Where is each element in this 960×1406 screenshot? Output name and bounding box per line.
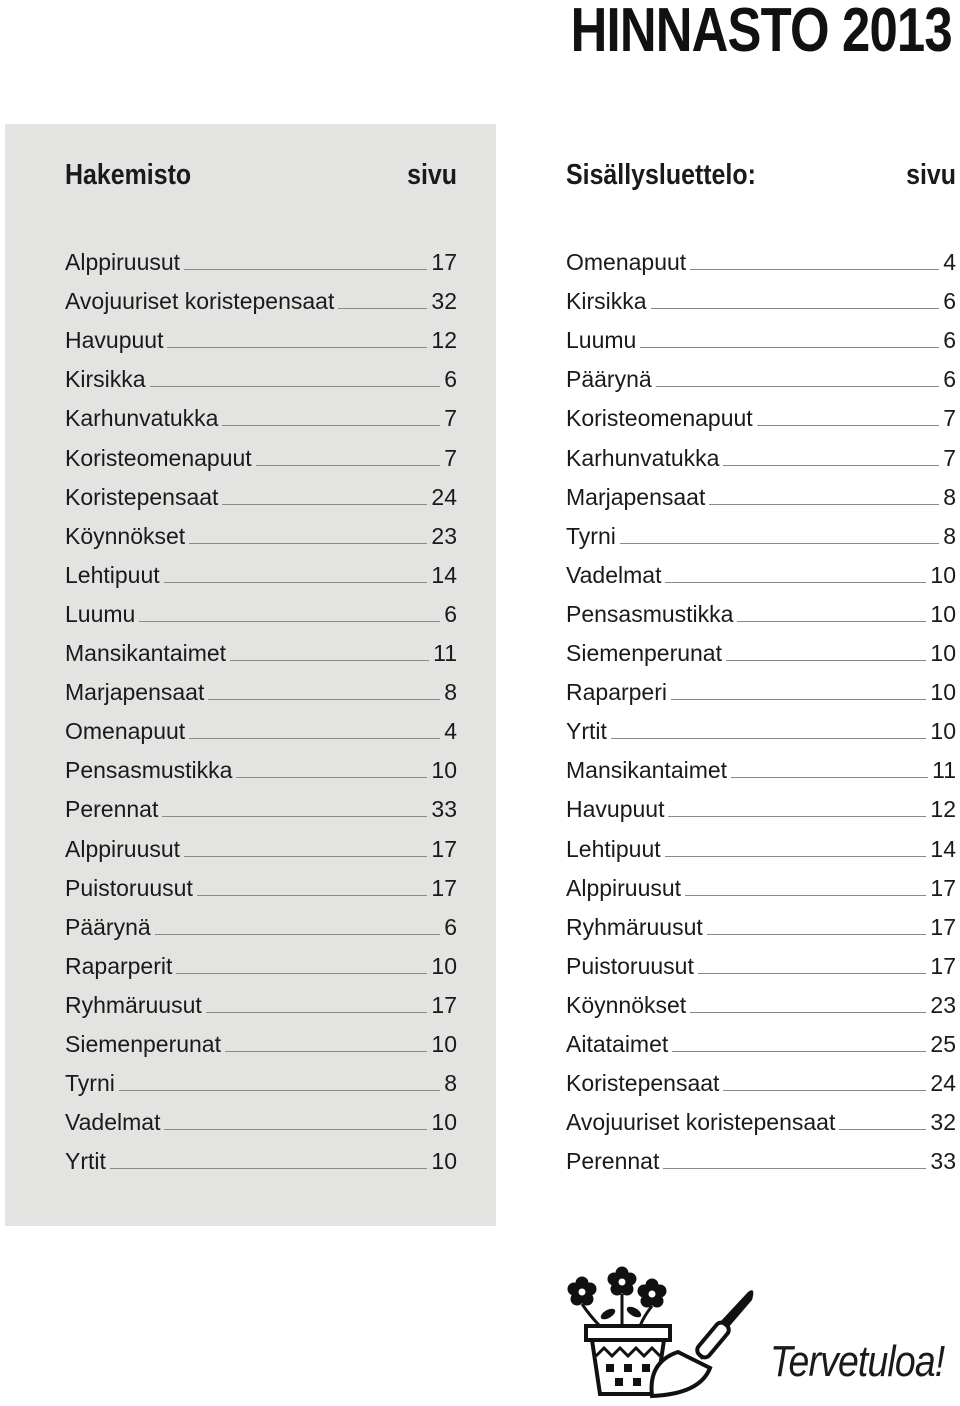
item-name: Köynnökset bbox=[65, 522, 186, 549]
item-name: Avojuuriset koristepensaat bbox=[566, 1109, 836, 1136]
list-item bbox=[65, 783, 457, 822]
item-name: Omenapuut bbox=[65, 718, 186, 745]
leader-line bbox=[184, 856, 427, 857]
list-item bbox=[566, 314, 956, 353]
leader-line bbox=[176, 973, 427, 974]
item-page-number: 6 bbox=[943, 288, 956, 315]
leader-line bbox=[139, 621, 440, 622]
item-page-number: 8 bbox=[444, 1070, 457, 1097]
leader-line bbox=[164, 582, 428, 583]
list-item bbox=[566, 392, 956, 431]
list-item bbox=[65, 236, 457, 275]
item-name: Lehtipuut bbox=[566, 835, 661, 862]
flower-icon bbox=[638, 1279, 666, 1307]
item-name: Siemenperunat bbox=[566, 640, 722, 667]
item-page-number: 7 bbox=[444, 405, 457, 432]
item-name: Karhunvatukka bbox=[65, 405, 219, 432]
flower-icon bbox=[568, 1277, 596, 1305]
item-page-number: 6 bbox=[444, 366, 457, 393]
list-item bbox=[65, 275, 457, 314]
item-name: Köynnökset bbox=[566, 991, 687, 1018]
item-page-number: 4 bbox=[943, 249, 956, 276]
item-page-number: 12 bbox=[930, 796, 956, 823]
item-page-number: 10 bbox=[431, 1030, 457, 1057]
leader-line bbox=[162, 816, 427, 817]
list-item bbox=[566, 1057, 956, 1096]
item-page-number: 6 bbox=[943, 327, 956, 354]
contents-list bbox=[566, 236, 956, 1174]
list-item bbox=[65, 1135, 457, 1174]
leader-line bbox=[167, 347, 427, 348]
item-name: Havupuut bbox=[566, 796, 665, 823]
leader-line bbox=[184, 269, 427, 270]
leader-line bbox=[656, 386, 940, 387]
leader-line bbox=[110, 1168, 428, 1169]
list-item bbox=[65, 510, 457, 549]
item-page-number: 32 bbox=[930, 1109, 956, 1136]
leader-line bbox=[737, 621, 926, 622]
item-name: Yrtit bbox=[566, 718, 607, 745]
item-page-number: 23 bbox=[930, 991, 956, 1018]
list-item bbox=[65, 940, 457, 979]
list-item bbox=[566, 471, 956, 510]
list-item bbox=[566, 1135, 956, 1174]
item-name: Koristepensaat bbox=[566, 1070, 720, 1097]
item-name: Päärynä bbox=[65, 913, 151, 940]
item-name: Puistoruusut bbox=[65, 874, 193, 901]
contents-header bbox=[566, 157, 956, 193]
list-item bbox=[65, 666, 457, 705]
item-page-number: 14 bbox=[930, 835, 956, 862]
item-name: Siemenperunat bbox=[65, 1030, 221, 1057]
item-page-number: 10 bbox=[930, 640, 956, 667]
leader-line bbox=[225, 1051, 427, 1052]
item-page-number: 10 bbox=[930, 718, 956, 745]
item-page-number: 24 bbox=[930, 1070, 956, 1097]
list-item bbox=[566, 236, 956, 275]
leader-line bbox=[671, 699, 926, 700]
item-page-number: 24 bbox=[431, 483, 457, 510]
list-item bbox=[566, 744, 956, 783]
item-page-number: 6 bbox=[943, 366, 956, 393]
item-name: Luumu bbox=[566, 327, 637, 354]
item-name: Alppiruusut bbox=[65, 249, 181, 276]
item-page-number: 25 bbox=[930, 1030, 956, 1057]
list-item bbox=[566, 1096, 956, 1135]
item-name: Marjapensaat bbox=[566, 483, 706, 510]
list-item bbox=[566, 979, 956, 1018]
item-name: Puistoruusut bbox=[566, 952, 694, 979]
item-page-number: 10 bbox=[930, 561, 956, 588]
leader-line bbox=[690, 269, 939, 270]
item-name: Raparperi bbox=[566, 679, 667, 706]
leader-line bbox=[620, 543, 939, 544]
list-item bbox=[566, 666, 956, 705]
item-page-number: 11 bbox=[932, 757, 956, 784]
leader-line bbox=[236, 777, 427, 778]
leader-line bbox=[707, 934, 927, 935]
item-name: Tyrni bbox=[65, 1070, 115, 1097]
item-page-number: 10 bbox=[930, 600, 956, 627]
list-item bbox=[65, 705, 457, 744]
flower-icon bbox=[608, 1267, 636, 1295]
leader-line bbox=[197, 895, 428, 896]
leader-line bbox=[668, 816, 926, 817]
item-page-number: 10 bbox=[431, 1109, 457, 1136]
item-page-number: 17 bbox=[431, 835, 457, 862]
list-item bbox=[65, 314, 457, 353]
list-item bbox=[65, 392, 457, 431]
item-page-number: 17 bbox=[431, 991, 457, 1018]
item-page-number: 8 bbox=[444, 679, 457, 706]
item-name: Kirsikka bbox=[65, 366, 146, 393]
item-page-number: 7 bbox=[444, 444, 457, 471]
leader-line bbox=[230, 660, 429, 661]
item-page-number: 32 bbox=[431, 288, 457, 315]
item-name: Vadelmat bbox=[566, 561, 662, 588]
item-page-number: 10 bbox=[431, 952, 457, 979]
leader-line bbox=[651, 308, 940, 309]
list-item bbox=[566, 940, 956, 979]
leader-line bbox=[685, 895, 926, 896]
item-name: Koristeomenapuut bbox=[65, 444, 252, 471]
trowel-icon bbox=[652, 1290, 754, 1396]
leader-line bbox=[757, 425, 940, 426]
leader-line bbox=[150, 386, 441, 387]
item-name: Koristeomenapuut bbox=[566, 405, 753, 432]
item-name: Luumu bbox=[65, 600, 136, 627]
item-name: Avojuuriset koristepensaat bbox=[65, 288, 335, 315]
index-header bbox=[65, 157, 457, 193]
leader-line bbox=[665, 582, 926, 583]
item-name: Marjapensaat bbox=[65, 679, 205, 706]
item-page-number: 17 bbox=[431, 874, 457, 901]
contents-heading: Sisällysluettelo: bbox=[566, 159, 756, 191]
item-name: Aitataimet bbox=[566, 1030, 669, 1057]
leader-line bbox=[726, 660, 926, 661]
item-page-number: 8 bbox=[943, 522, 956, 549]
leader-line bbox=[839, 1129, 926, 1130]
item-page-number: 33 bbox=[431, 796, 457, 823]
item-page-number: 33 bbox=[930, 1148, 956, 1175]
list-item bbox=[65, 549, 457, 588]
item-page-number: 17 bbox=[431, 249, 457, 276]
contents-page-heading: sivu bbox=[906, 159, 956, 191]
item-name: Mansikantaimet bbox=[566, 757, 728, 784]
list-item bbox=[65, 471, 457, 510]
list-item bbox=[566, 431, 956, 470]
item-name: Pensasmustikka bbox=[65, 757, 233, 784]
item-page-number: 6 bbox=[444, 600, 457, 627]
leader-line bbox=[208, 699, 440, 700]
page-title: HINNASTO 2013 bbox=[570, 0, 952, 65]
list-item bbox=[566, 588, 956, 627]
item-name: Alppiruusut bbox=[65, 835, 181, 862]
item-name: Tyrni bbox=[566, 522, 616, 549]
leader-line bbox=[189, 543, 427, 544]
list-item bbox=[65, 1096, 457, 1135]
leader-line bbox=[723, 1090, 926, 1091]
list-item bbox=[566, 705, 956, 744]
item-page-number: 23 bbox=[431, 522, 457, 549]
item-name: Päärynä bbox=[566, 366, 652, 393]
list-item bbox=[65, 353, 457, 392]
leader-line bbox=[665, 856, 927, 857]
list-item bbox=[65, 822, 457, 861]
item-page-number: 10 bbox=[930, 679, 956, 706]
leader-line bbox=[723, 465, 939, 466]
item-name: Omenapuut bbox=[566, 249, 687, 276]
leader-line bbox=[640, 347, 939, 348]
item-name: Yrtit bbox=[65, 1148, 106, 1175]
leader-line bbox=[698, 973, 927, 974]
list-item bbox=[566, 549, 956, 588]
item-name: Havupuut bbox=[65, 327, 164, 354]
item-name: Mansikantaimet bbox=[65, 640, 227, 667]
leader-line bbox=[155, 934, 441, 935]
list-item bbox=[566, 783, 956, 822]
item-page-number: 7 bbox=[943, 405, 956, 432]
item-name: Ryhmäruusut bbox=[566, 913, 703, 940]
leader-line bbox=[119, 1090, 440, 1091]
item-name: Vadelmat bbox=[65, 1109, 161, 1136]
item-page-number: 10 bbox=[431, 1148, 457, 1175]
list-item bbox=[566, 901, 956, 940]
item-page-number: 11 bbox=[433, 640, 457, 667]
list-item bbox=[65, 901, 457, 940]
item-name: Raparperit bbox=[65, 952, 173, 979]
list-item bbox=[566, 510, 956, 549]
leader-line bbox=[709, 504, 939, 505]
welcome-text: Tervetuloa! bbox=[770, 1337, 945, 1386]
leader-line bbox=[731, 777, 928, 778]
list-item bbox=[566, 627, 956, 666]
leader-line bbox=[672, 1051, 926, 1052]
leader-line bbox=[256, 465, 441, 466]
leader-line bbox=[663, 1168, 926, 1169]
list-item bbox=[566, 275, 956, 314]
item-name: Ryhmäruusut bbox=[65, 991, 202, 1018]
item-page-number: 10 bbox=[431, 757, 457, 784]
item-name: Kirsikka bbox=[566, 288, 647, 315]
list-item bbox=[65, 744, 457, 783]
item-page-number: 14 bbox=[431, 561, 457, 588]
list-item bbox=[65, 862, 457, 901]
list-item bbox=[65, 1057, 457, 1096]
item-name: Karhunvatukka bbox=[566, 444, 720, 471]
index-page-heading: sivu bbox=[407, 159, 457, 191]
list-item bbox=[566, 1018, 956, 1057]
item-page-number: 17 bbox=[930, 952, 956, 979]
list-item bbox=[566, 353, 956, 392]
item-page-number: 4 bbox=[444, 718, 457, 745]
list-item bbox=[566, 862, 956, 901]
item-page-number: 6 bbox=[444, 913, 457, 940]
leader-line bbox=[338, 308, 427, 309]
leader-line bbox=[611, 738, 927, 739]
item-page-number: 17 bbox=[930, 874, 956, 901]
list-item bbox=[65, 588, 457, 627]
list-item bbox=[65, 431, 457, 470]
leader-line bbox=[164, 1129, 427, 1130]
index-list bbox=[65, 236, 457, 1174]
item-page-number: 7 bbox=[943, 444, 956, 471]
leader-line bbox=[222, 504, 427, 505]
list-item bbox=[65, 1018, 457, 1057]
leader-line bbox=[189, 738, 440, 739]
index-heading: Hakemisto bbox=[65, 159, 192, 191]
item-name: Perennat bbox=[566, 1148, 660, 1175]
list-item bbox=[65, 627, 457, 666]
leader-line bbox=[206, 1012, 428, 1013]
item-page-number: 8 bbox=[943, 483, 956, 510]
item-name: Pensasmustikka bbox=[566, 600, 734, 627]
item-name: Koristepensaat bbox=[65, 483, 219, 510]
item-page-number: 17 bbox=[930, 913, 956, 940]
flowerpot-trowel-icon bbox=[560, 1264, 770, 1404]
item-name: Perennat bbox=[65, 796, 159, 823]
leader-line bbox=[690, 1012, 926, 1013]
leader-line bbox=[222, 425, 440, 426]
item-page-number: 12 bbox=[431, 327, 457, 354]
list-item bbox=[65, 979, 457, 1018]
item-name: Alppiruusut bbox=[566, 874, 682, 901]
list-item bbox=[566, 822, 956, 861]
item-name: Lehtipuut bbox=[65, 561, 160, 588]
